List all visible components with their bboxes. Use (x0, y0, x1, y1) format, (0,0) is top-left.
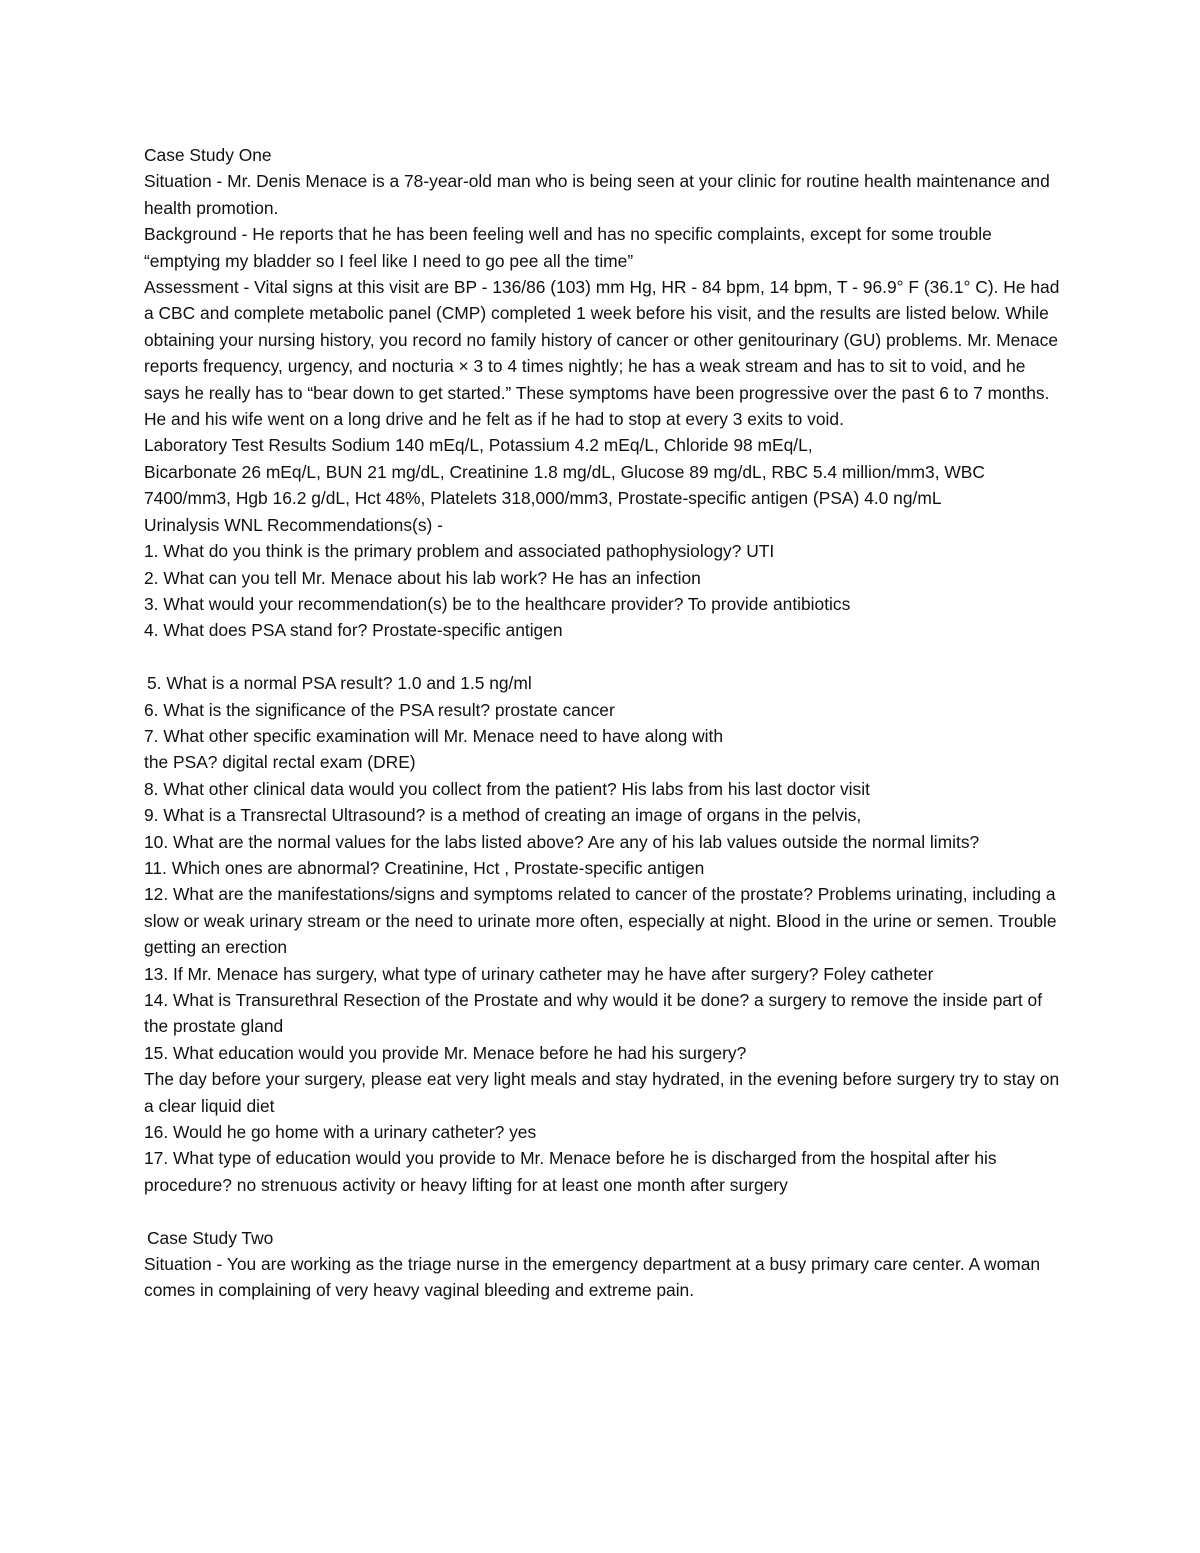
question-14: 14. What is Transurethral Resection of the Prostate and why would it be done? a surgery to remove the inside part of the prostate gland (144, 989, 1043, 1037)
case-one-situation: Situation - Mr. Denis Menace is a 78-year-old man who is being seen at your clinic for routine health maintenance and health promotion. (144, 171, 1050, 218)
question-15: 15. What education would you provide Mr. Menace before he had his surgery? (144, 1042, 747, 1063)
question-6: 6. What is the significance of the PSA result? prostate cancer (144, 699, 615, 720)
question-3: 3. What would your recommendation(s) be to the healthcare provider? To provide antibiotics (144, 593, 851, 614)
question-7-line-2: the PSA? digital rectal exam (DRE) (144, 752, 416, 773)
blank-line (144, 1198, 1064, 1224)
case-two-situation: Situation - You are working as the triage nurse in the emergency department at a busy primary care center. A woman comes in complaining of very heavy vaginal bleeding and extreme pain. (144, 1254, 1041, 1301)
question-2: 2. What can you tell Mr. Menace about his lab work? He has an infection (144, 567, 701, 588)
question-8: 8. What other clinical data would you collect from the patient? His labs from his last doctor visit (144, 778, 870, 799)
blank-line (144, 644, 1064, 670)
lab-results-line-1: Laboratory Test Results Sodium 140 mEq/L, Potassium 4.2 mEq/L, Chloride 98 mEq/L, (144, 435, 813, 456)
question-4: 4. What does PSA stand for? Prostate-specific antigen (144, 620, 563, 641)
question-11: 11. Which ones are abnormal? Creatinine, Hct , Prostate-specific antigen (144, 857, 705, 878)
question-16: 16. Would he go home with a urinary catheter? yes (144, 1122, 537, 1143)
question-5: 5. What is a normal PSA result? 1.0 and 1.5 ng/ml (147, 673, 532, 694)
question-15-answer: The day before your surgery, please eat very light meals and stay hydrated, in the evening before surgery try to stay on a clear liquid diet (144, 1069, 1060, 1116)
question-17: 17. What type of education would you provide to Mr. Menace before he is discharged from the hospital after his procedure? no strenuous activity or heavy lifting for at least one month after surgery (144, 1148, 997, 1195)
lab-results-line-2: Bicarbonate 26 mEq/L, BUN 21 mg/dL, Creatinine 1.8 mg/dL, Glucose 89 mg/dL, RBC 5.4 million/mm3, WBC 7400/mm3, Hgb 16.2 g/dL, Hct 48%, Platelets 318,000/mm3, Prostate-specific antigen (PSA) 4.0 ng/mL (144, 461, 985, 509)
case-one-background: Background - He reports that he has been feeling well and has no specific complaints, except for some trouble “emptying my bladder so I feel like I need to go pee all the time” (144, 224, 992, 271)
case-two-title: Case Study Two (147, 1227, 274, 1248)
question-13: 13. If Mr. Menace has surgery, what type of urinary catheter may he have after surgery? Foley catheter (144, 963, 934, 984)
question-10: 10. What are the normal values for the labs listed above? Are any of his lab values outside the normal limits? (144, 831, 980, 852)
case-one-assessment: Assessment - Vital signs at this visit are BP - 136/86 (103) mm Hg, HR - 84 bpm, 14 bpm, T - 96.9° F (36.1° C). He had a CBC and complete metabolic panel (CMP) completed 1 week before his visit, and the results are listed below. While obtaining your nursing history, you record no family history of cancer or other genitourinary (GU) problems. Mr. Menace reports frequency, urgency, and nocturia × 3 to 4 times nightly; he has a weak stream and has to sit to void, and he says he really has to “bear down to get started.” These symptoms have been progressive over the past 6 to 7 months. He and his wife went on a long drive and he felt as if he had to stop at every 3 exits to void. (144, 277, 1060, 430)
urinalysis-line: Urinalysis WNL Recommendations(s) - (144, 514, 443, 535)
document-body (144, 142, 1064, 1304)
question-7-line-1: 7. What other specific examination will Mr. Menace need to have along with (144, 725, 724, 746)
question-12: 12. What are the manifestations/signs and symptoms related to cancer of the prostate? Problems urinating, including a slow or weak urinary stream or the need to urinate more often, especially at night. Blood in the urine or semen. Trouble getting an erection (144, 884, 1057, 958)
case-one-title: Case Study One (144, 145, 272, 165)
question-1: 1. What do you think is the primary problem and associated pathophysiology? UTI (144, 541, 775, 562)
question-9: 9. What is a Transrectal Ultrasound? is a method of creating an image of organs in the pelvis, (144, 805, 862, 826)
